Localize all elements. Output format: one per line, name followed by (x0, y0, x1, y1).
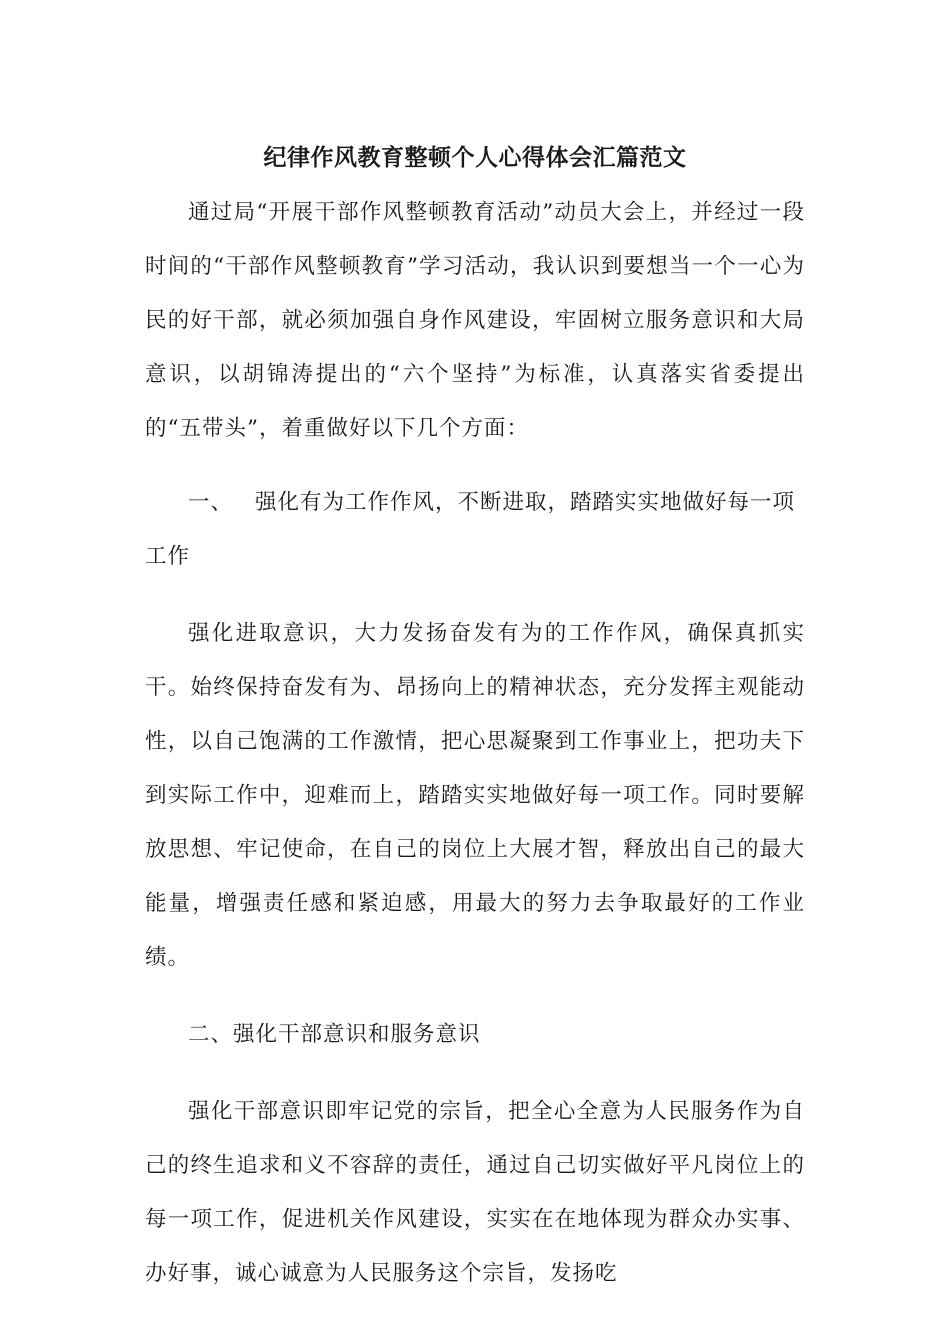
section-1-body: 强化进取意识，大力发扬奋发有为的工作作风，确保真抓实干。始终保持奋发有为、昂扬向上的精神状态，充分发挥主观能动性，以自己饱满的工作激情，把心思凝聚到工作事业上，把功夫下到实际工作中，迎难而上，踏踏实实地做好每一项工作。同时要解放思想、牢记使命，在自己的岗位上大展才智，释放出自己的最大能量，增强责任感和紧迫感，用最大的努力去争取最好的工作业绩。 (145, 621, 805, 970)
section-2-heading: 二、强化干部意识和服务意识 (188, 1022, 481, 1047)
section-2-body: 强化干部意识即牢记党的宗旨，把全心全意为人民服务作为自己的终生追求和义不容辞的责任，通过自己切实做好平凡岗位上的每一项工作，促进机关作风建设，实实在在地体现为群众办实事、办好事，诚心诚意为人民服务这个宗旨，发扬吃 (145, 1099, 805, 1286)
section-1-heading-text: 强化有为工作作风，不断进取，踏踏实实地做好每一项工作 (145, 490, 796, 569)
section-1-number: 一、 (188, 490, 234, 515)
section-1-heading (145, 476, 805, 584)
intro-paragraph: 通过局“开展干部作风整顿教育活动”动员大会上，并经过一段时间的“干部作风整顿教育”学习活动，我认识到要想当一个一心为民的好干部，就必须加强自身作风建设，牢固树立服务意识和大局意识，以胡锦涛提出的“六个坚持”为标准，认真落实省委提出的“五带头”，着重做好以下几个方面： (145, 200, 805, 441)
document-page (145, 140, 805, 1324)
document-title: 纪律作风教育整顿个人心得体会汇篇范文 (263, 145, 687, 171)
